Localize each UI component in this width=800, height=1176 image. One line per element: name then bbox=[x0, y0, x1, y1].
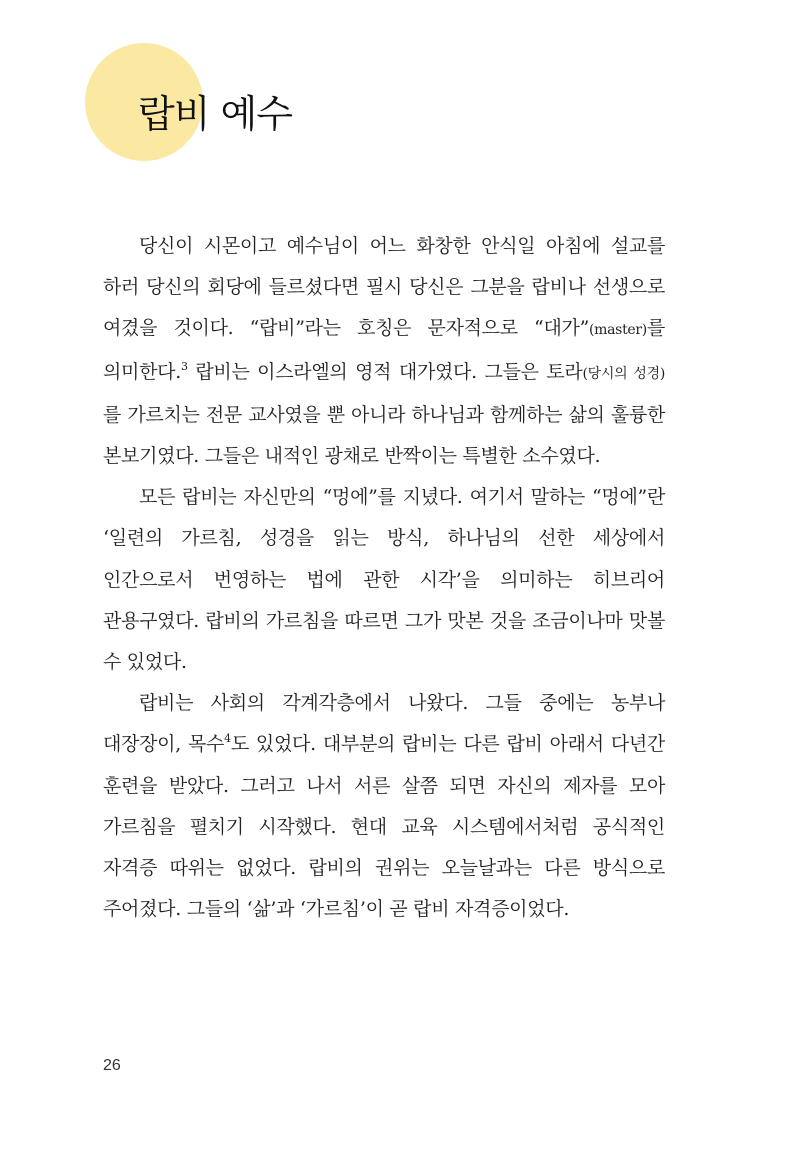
text-run: 를 가르치는 전문 교사였을 뿐 아니라 하나님과 함께하는 삶의 훌륭한 본보기였다. 그들은 내적인 광채로 반짝이는 특별한 소수였다. bbox=[103, 403, 665, 468]
text-run: 도 있었다. 대부분의 랍비는 다른 랍비 아래서 다년간 훈련을 받았다. 그러고 나서 서른 살쯤 되면 자신의 제자를 모아 가르침을 펼치기 시작했다. 현대 교육 시스템에서처럼 공식적인 자격증 따위는 없었다. 랍비의 권위는 오늘날과는 다른 방식으로 주어졌다. 그들의 ‘삶’과 ‘가르침’이 곧 랍비 자격증이었다. bbox=[103, 733, 665, 921]
paragraph-1 bbox=[103, 226, 665, 477]
text-run: 당신이 시몬이고 예수님이 어느 화창한 안식일 아침에 설교를 하러 당신의 회당에 들르셨다면 필시 당신은 그분을 랍비나 선생으로 여겼을 것이다. “랍비”라는 호칭은 문자적으로 “대가” bbox=[103, 235, 665, 340]
chapter-title: 랍비 예수 bbox=[138, 92, 292, 136]
paragraph-3 bbox=[103, 683, 665, 930]
text-run-small: (master) bbox=[589, 322, 647, 339]
footnote-ref: 3 bbox=[180, 359, 188, 373]
paragraph-2 bbox=[103, 477, 665, 683]
text-run: 랍비는 사회의 각계각층에서 나왔다. 그들 중에는 농부나 대장장이, 목수 bbox=[103, 692, 665, 756]
footnote-ref: 4 bbox=[224, 732, 231, 746]
text-run-small: (당시의 성경) bbox=[582, 365, 665, 382]
body-text bbox=[103, 226, 665, 930]
text-run: 랍비는 이스라엘의 영적 대가였다. 그들은 토라 bbox=[187, 360, 583, 383]
page-number: 26 bbox=[103, 1057, 121, 1074]
text-run: 를 의미한다. bbox=[103, 317, 665, 383]
text-run: 모든 랍비는 자신만의 “멍에”를 지녔다. 여기서 말하는 “멍에”란 ‘일련의 가르침, 성경을 읽는 방식, 하나님의 선한 세상에서 인간으로서 번영하는 법에 관한 시각’을 의미하는 히브리어 관용구였다. 랍비의 가르침을 따르면 그가 맛본 것을 조금이나마 맛볼 수 있었다. bbox=[103, 486, 665, 674]
